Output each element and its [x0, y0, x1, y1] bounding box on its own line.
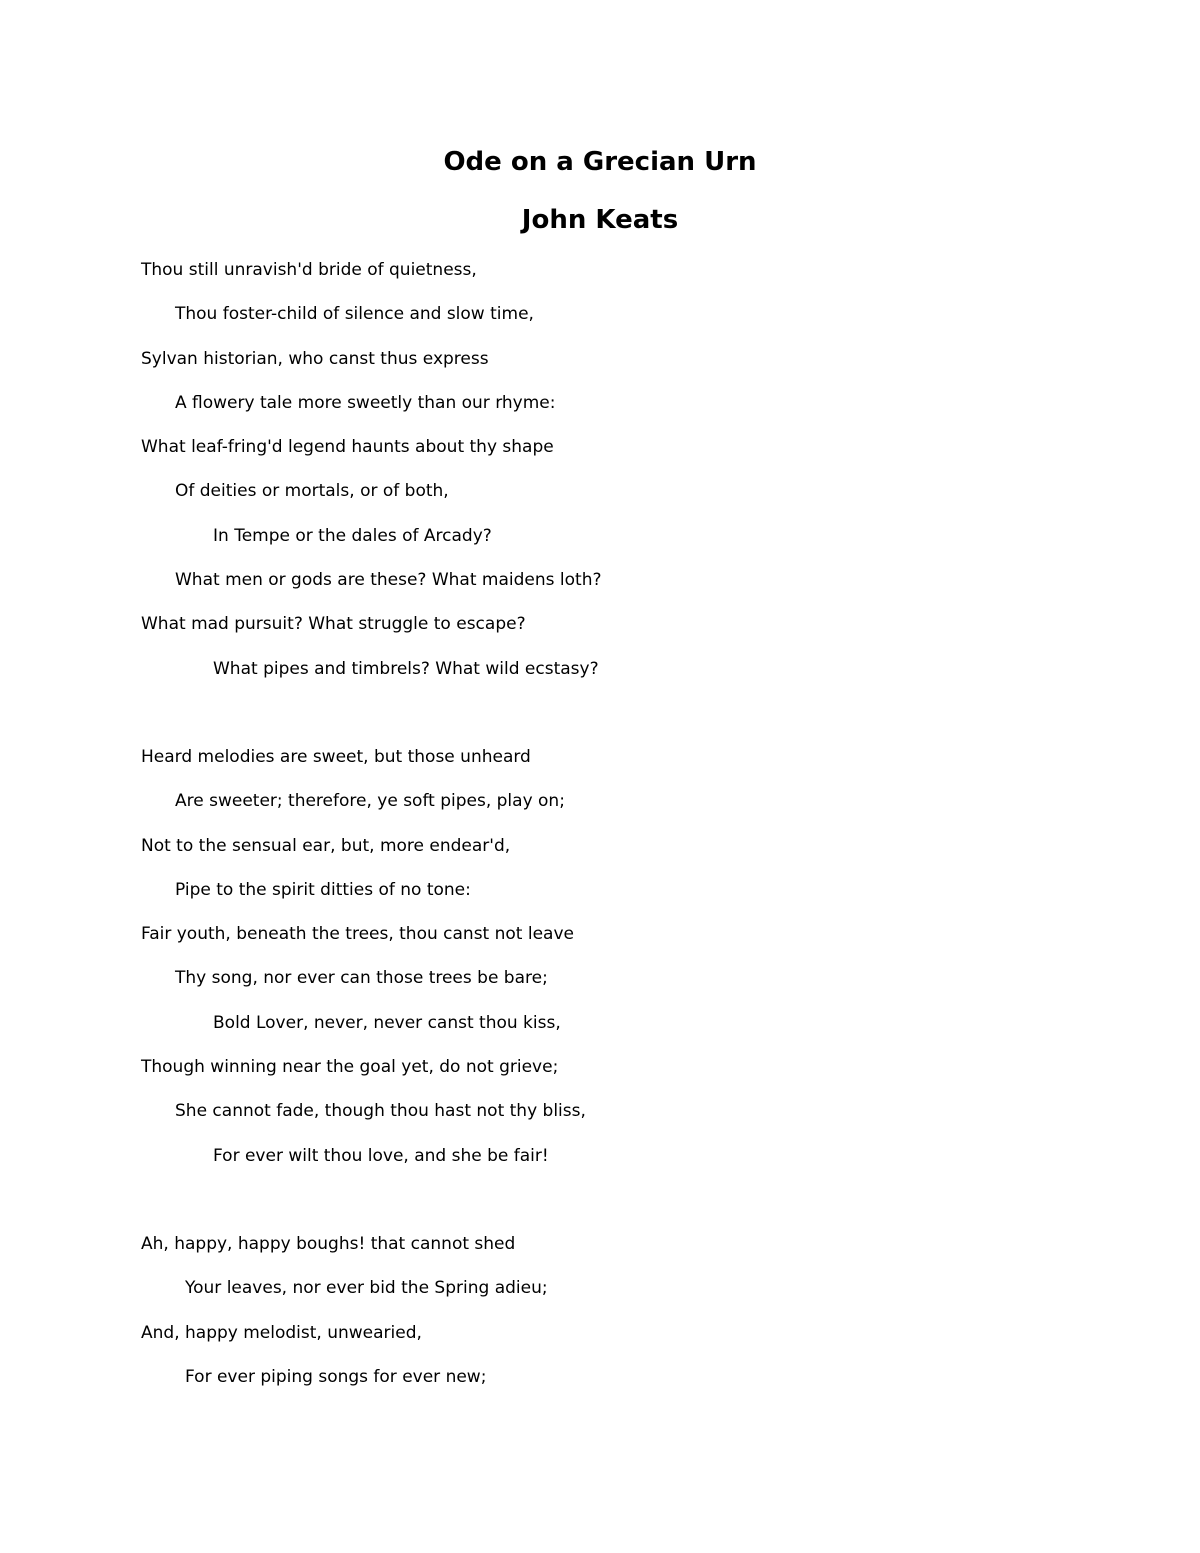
poem-line: What mad pursuit? What struggle to escape?: [141, 614, 526, 635]
poem-line: She cannot fade, though thou hast not thy bliss,: [175, 1101, 586, 1122]
poem-line: Sylvan historian, who canst thus express: [141, 348, 489, 369]
poem-line: Your leaves, nor ever bid the Spring adieu;: [185, 1278, 548, 1299]
poem-line: Though winning near the goal yet, do not grieve;: [141, 1057, 559, 1078]
stanza-1: [141, 254, 1141, 697]
stanza-3: [141, 1228, 1141, 1405]
poem-author: John Keats: [521, 205, 679, 235]
poem-line: What men or gods are these? What maidens loth?: [175, 570, 602, 591]
poem-line: For ever piping songs for ever new;: [185, 1366, 487, 1387]
poem-line: Ah, happy, happy boughs! that cannot shed: [141, 1233, 516, 1254]
poem-line: What leaf-fring'd legend haunts about thy shape: [141, 437, 554, 458]
poem-line: Pipe to the spirit ditties of no tone:: [175, 879, 471, 900]
poem-line: Not to the sensual ear, but, more endear'd,: [141, 835, 511, 856]
poem-line: A flowery tale more sweetly than our rhyme:: [175, 392, 556, 413]
poem-line: Thou still unravish'd bride of quietness,: [141, 260, 477, 280]
poem-line: Are sweeter; therefore, ye soft pipes, play on;: [175, 791, 565, 812]
poem-line: Thou foster-child of silence and slow time,: [175, 304, 534, 325]
poem-line: Bold Lover, never, never canst thou kiss,: [213, 1012, 561, 1033]
poem-line: In Tempe or the dales of Arcady?: [213, 525, 492, 546]
poem-line: What pipes and timbrels? What wild ecstasy?: [213, 658, 599, 679]
poem-line: Thy song, nor ever can those trees be bare;: [175, 968, 548, 989]
poem-line: And, happy melodist, unwearied,: [141, 1322, 422, 1343]
stanza-2: [141, 741, 1141, 1184]
poem-line: Fair youth, beneath the trees, thou canst not leave: [141, 924, 574, 945]
poem-line: Of deities or mortals, or of both,: [175, 481, 449, 502]
poem-line: Heard melodies are sweet, but those unheard: [141, 746, 531, 767]
poem-body: [141, 254, 1141, 1449]
poem-title: Ode on a Grecian Urn: [443, 147, 757, 177]
poem-line: For ever wilt thou love, and she be fair!: [213, 1145, 549, 1166]
